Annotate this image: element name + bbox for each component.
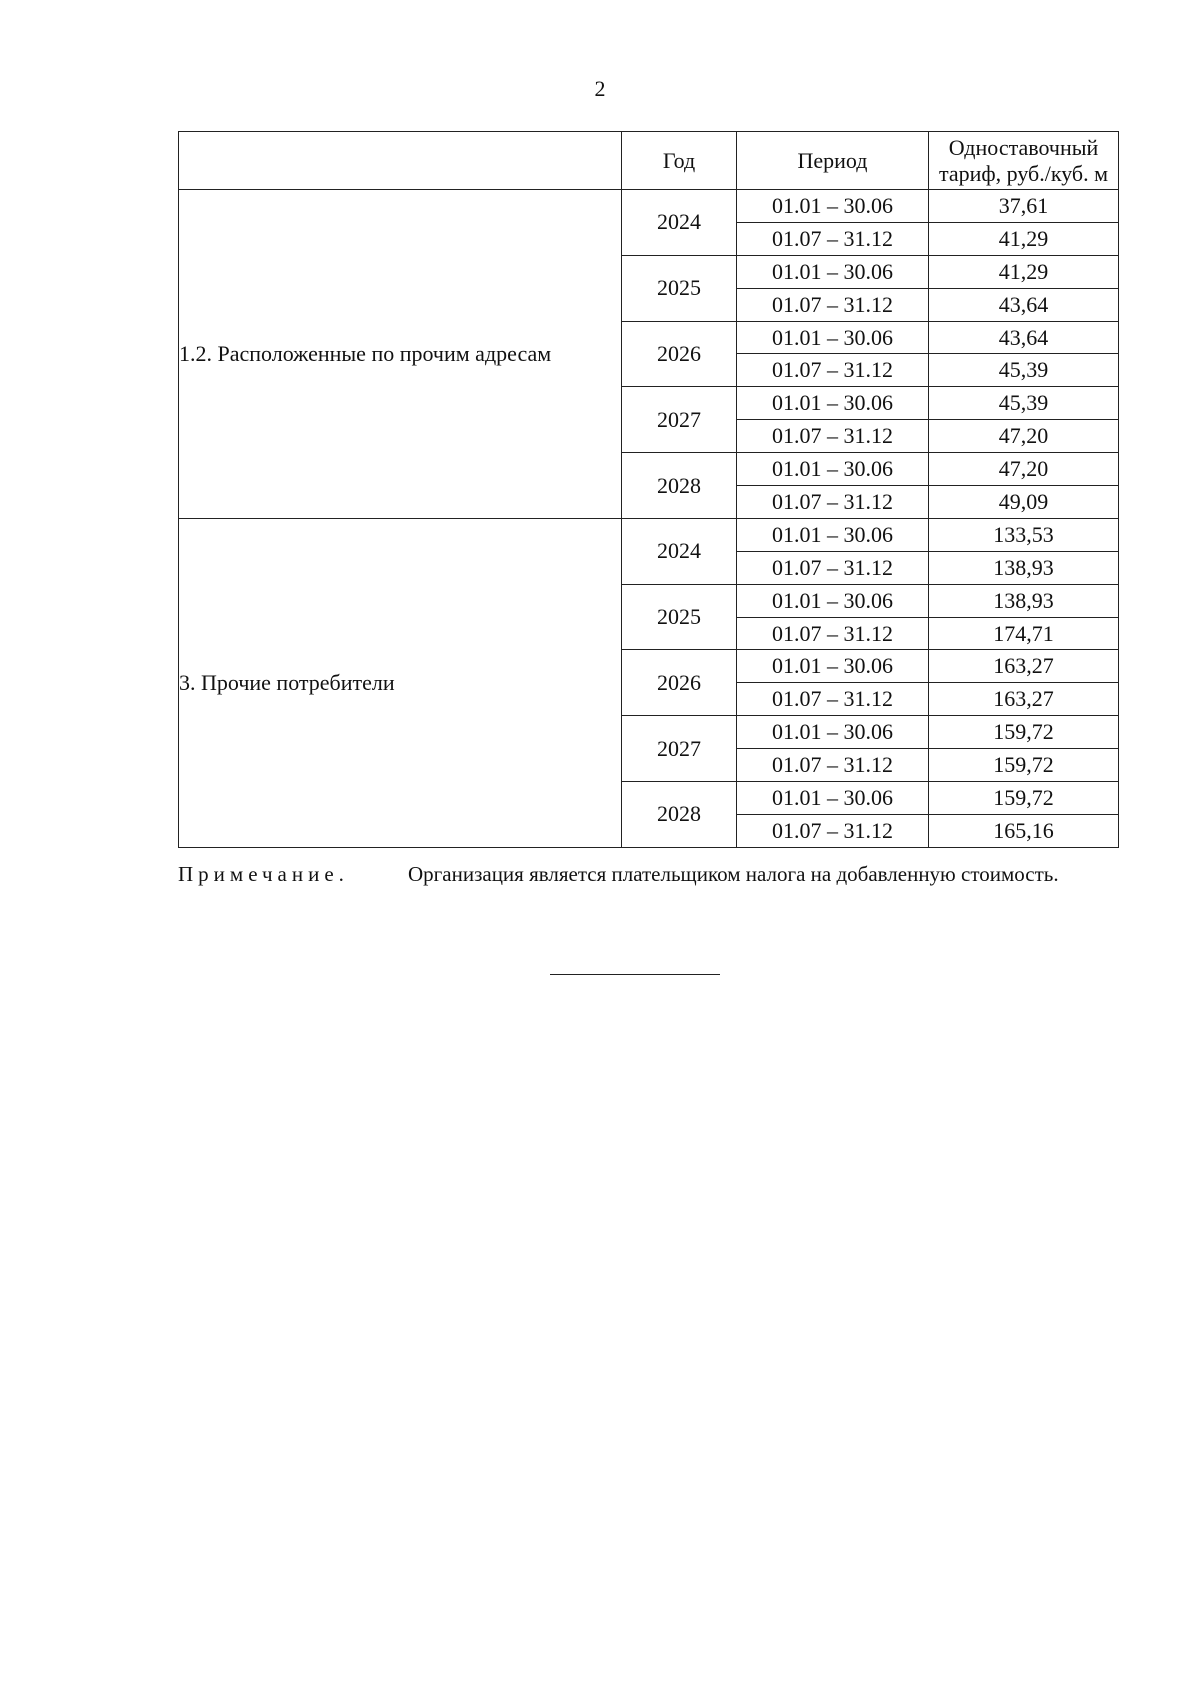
period-cell: 01.01 – 30.06 [737, 255, 929, 288]
header-tariff-line1: Одноставочный [948, 134, 1099, 160]
tariff-cell: 43,64 [929, 288, 1119, 321]
tariff-cell: 159,72 [929, 782, 1119, 815]
header-tariff [929, 132, 1119, 190]
tariff-cell: 165,16 [929, 814, 1119, 847]
year-cell: 2026 [622, 321, 737, 387]
period-cell: 01.07 – 31.12 [737, 288, 929, 321]
period-cell: 01.07 – 31.12 [737, 551, 929, 584]
tariff-cell: 49,09 [929, 486, 1119, 519]
period-cell: 01.01 – 30.06 [737, 650, 929, 683]
year-cell: 2025 [622, 584, 737, 650]
tariff-cell: 159,72 [929, 716, 1119, 749]
period-cell: 01.01 – 30.06 [737, 190, 929, 223]
tariff-cell: 45,39 [929, 387, 1119, 420]
year-cell: 2024 [622, 190, 737, 256]
year-cell: 2025 [622, 255, 737, 321]
period-cell: 01.07 – 31.12 [737, 486, 929, 519]
table-row [179, 190, 1119, 223]
tariff-cell: 174,71 [929, 617, 1119, 650]
year-cell: 2026 [622, 650, 737, 716]
period-cell: 01.07 – 31.12 [737, 420, 929, 453]
period-cell: 01.07 – 31.12 [737, 354, 929, 387]
period-cell: 01.01 – 30.06 [737, 321, 929, 354]
year-cell: 2028 [622, 782, 737, 848]
year-cell: 2027 [622, 716, 737, 782]
tariff-cell: 133,53 [929, 518, 1119, 551]
table-body [179, 190, 1119, 848]
note-label: Примечание. [178, 862, 349, 886]
tariff-cell: 47,20 [929, 453, 1119, 486]
period-cell: 01.07 – 31.12 [737, 683, 929, 716]
period-cell: 01.01 – 30.06 [737, 716, 929, 749]
period-cell: 01.01 – 30.06 [737, 518, 929, 551]
tariff-cell: 138,93 [929, 551, 1119, 584]
table-row [179, 518, 1119, 551]
period-cell: 01.01 – 30.06 [737, 584, 929, 617]
tariff-cell: 45,39 [929, 354, 1119, 387]
year-cell: 2027 [622, 387, 737, 453]
header-period: Период [737, 132, 929, 190]
year-cell: 2028 [622, 453, 737, 519]
period-cell: 01.07 – 31.12 [737, 749, 929, 782]
category-cell: 3. Прочие потребители [179, 518, 622, 847]
tariff-cell: 43,64 [929, 321, 1119, 354]
header-category [179, 132, 622, 190]
header-year: Год [622, 132, 737, 190]
year-cell: 2024 [622, 518, 737, 584]
header-tariff-line2: тариф, руб./куб. м [938, 160, 1109, 186]
page-number: 2 [594, 76, 606, 101]
period-cell: 01.07 – 31.12 [737, 222, 929, 255]
period-cell: 01.07 – 31.12 [737, 617, 929, 650]
tariff-cell: 163,27 [929, 683, 1119, 716]
tariff-cell: 41,29 [929, 255, 1119, 288]
tariff-cell: 47,20 [929, 420, 1119, 453]
category-cell: 1.2. Расположенные по прочим адресам [179, 190, 622, 519]
tariff-table [178, 131, 1119, 848]
tariff-cell: 138,93 [929, 584, 1119, 617]
period-cell: 01.01 – 30.06 [737, 782, 929, 815]
tariff-cell: 41,29 [929, 222, 1119, 255]
note-text: Организация является плательщиком налога на добавленную стоимость. [408, 862, 1059, 886]
period-cell: 01.01 – 30.06 [737, 387, 929, 420]
period-cell: 01.01 – 30.06 [737, 453, 929, 486]
tariff-cell: 163,27 [929, 650, 1119, 683]
table-header-row [179, 132, 1119, 190]
tariff-cell: 159,72 [929, 749, 1119, 782]
end-rule [550, 974, 720, 975]
period-cell: 01.07 – 31.12 [737, 814, 929, 847]
tariff-cell: 37,61 [929, 190, 1119, 223]
